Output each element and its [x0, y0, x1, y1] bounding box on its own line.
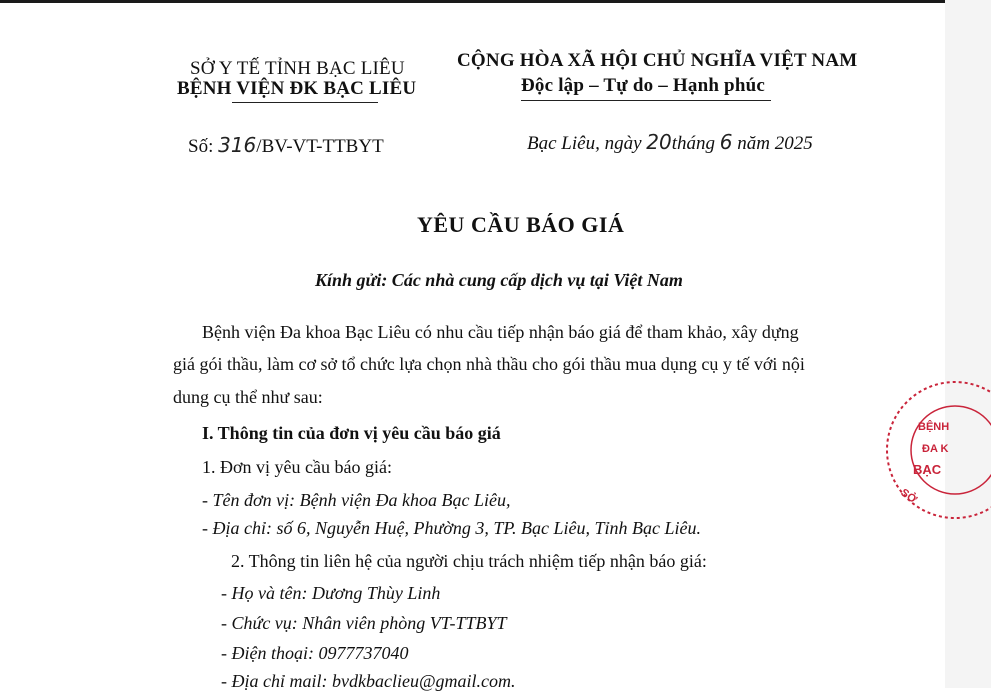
stamp-text-2: ĐA K [922, 443, 949, 455]
date-day: 20 [646, 130, 672, 154]
contact-email: - Địa chỉ mail: bvdkbaclieu@gmail.com. [221, 671, 516, 691]
header-nation: CỘNG HÒA XÃ HỘI CHỦ NGHĨA VIỆT NAM [457, 50, 858, 71]
unit-name: - Tên đơn vị: Bệnh viện Đa khoa Bạc Liêu, [202, 490, 511, 510]
header-motto: Độc lập – Tự do – Hạnh phúc [521, 75, 765, 96]
section-1-item-1: 1. Đơn vị yêu cầu báo giá: [202, 457, 392, 477]
doc-number-suffix: /BV-VT-TTBYT [256, 136, 384, 157]
doc-number-prefix: Số: [188, 136, 214, 157]
contact-phone: - Điện thoại: 0977737040 [221, 643, 409, 663]
date-month: 6 [719, 130, 733, 154]
intro-line-2: giá gói thầu, làm cơ sở tổ chức lựa chọn nhà thầu cho gói thầu mua dụng cụ y tế với nội [173, 354, 805, 374]
scan-right-margin [945, 0, 991, 688]
stamp-text-3: BẠC [913, 462, 942, 477]
section-1-heading: I. Thông tin của đơn vị yêu cầu báo giá [202, 423, 501, 443]
unit-address: - Địa chỉ: số 6, Nguyễn Huệ, Phường 3, TP. Bạc Liêu, Tỉnh Bạc Liêu. [202, 518, 702, 538]
document-date [527, 130, 813, 155]
header-ministry: SỞ Y TẾ TỈNH BẠC LIÊU [190, 58, 405, 79]
stamp-edge-text: SỞ [898, 486, 919, 507]
intro-line-1: Bệnh viện Đa khoa Bạc Liêu có nhu cầu tiếp nhận báo giá để tham khảo, xây dựng [202, 322, 799, 342]
stamp-text-1: BỆNH [918, 421, 950, 433]
date-month-label: tháng [671, 133, 715, 154]
document-title: YÊU CẦU BÁO GIÁ [417, 212, 625, 237]
doc-number-value: 316 [218, 133, 257, 157]
header-hospital: BỆNH VIỆN ĐK BẠC LIÊU [177, 78, 417, 99]
section-1-item-2: 2. Thông tin liên hệ của người chịu trách nhiệm tiếp nhận báo giá: [231, 551, 707, 571]
recipient-line: Kính gửi: Các nhà cung cấp dịch vụ tại Việt Nam [315, 270, 683, 290]
contact-position: - Chức vụ: Nhân viên phòng VT-TTBYT [221, 613, 507, 633]
intro-line-3: dung cụ thể như sau: [173, 387, 323, 407]
scan-top-border [0, 0, 991, 3]
document-number [188, 133, 384, 158]
date-place: Bạc Liêu, ngày [527, 133, 642, 154]
contact-name: - Họ và tên: Dương Thùy Linh [221, 583, 441, 603]
official-stamp [880, 378, 991, 526]
header-motto-underline [521, 100, 771, 101]
header-left-underline [232, 102, 378, 103]
date-year: năm 2025 [737, 133, 813, 154]
